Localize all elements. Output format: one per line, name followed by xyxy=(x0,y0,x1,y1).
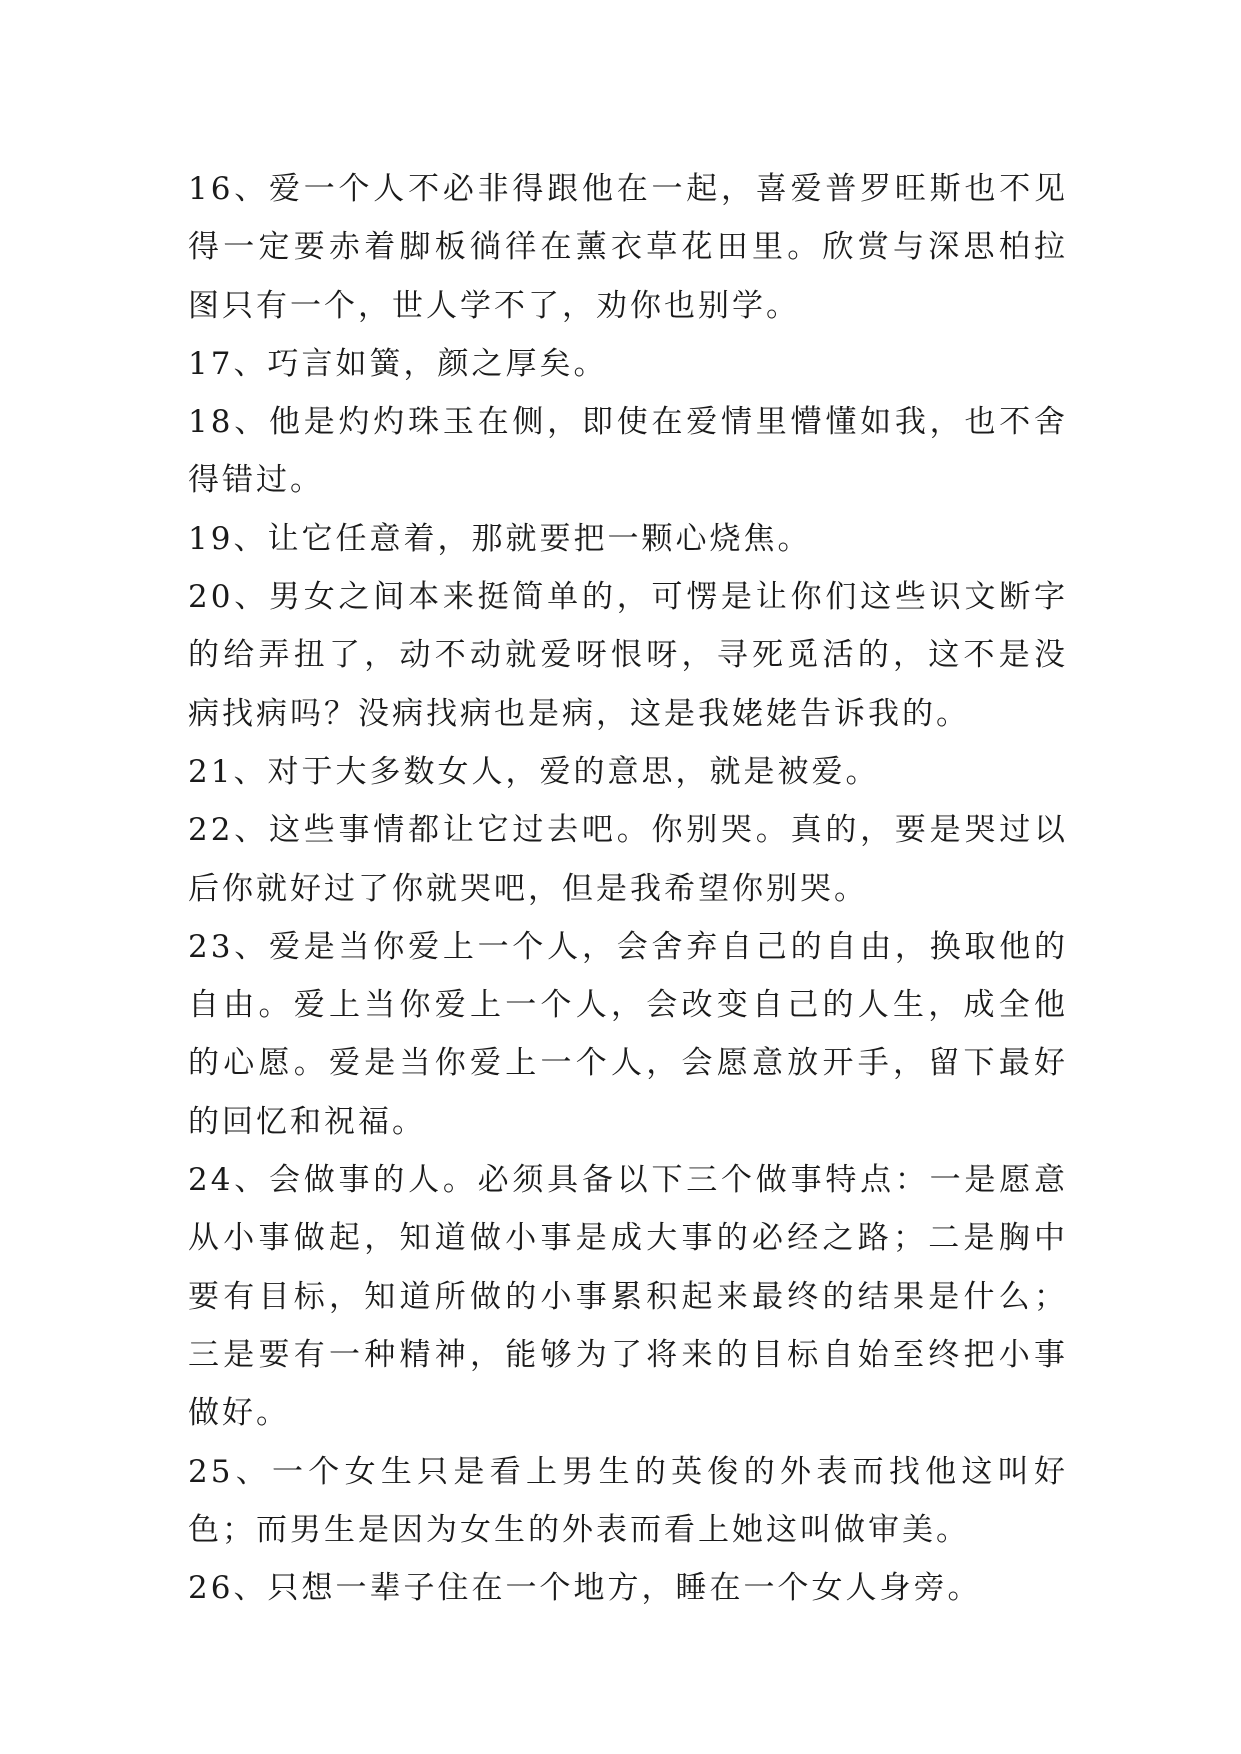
quote-entry-24: 24、会做事的人。必须具备以下三个做事特点：一是愿意从小事做起，知道做小事是成大事的必经之路；二是胸中要有目标，知道所做的小事累积起来最终的结果是什么；三是要有一种精神，能够为了将来的目标自始至终把小事做好。 xyxy=(188,1162,1068,1432)
quote-entry-23: 23、爱是当你爱上一个人，会舍弃自己的自由，换取他的自由。爱上当你爱上一个人，会改变自己的人生，成全他的心愿。爱是当你爱上一个人，会愿意放开手，留下最好的回忆和祝福。 xyxy=(188,928,1068,1140)
quote-entry-25: 25、一个女生只是看上男生的英俊的外表而找他这叫好色；而男生是因为女生的外表而看上她这叫做审美。 xyxy=(188,1453,1068,1548)
quote-entry-20: 20、男女之间本来挺简单的，可愣是让你们这些识文断字的给弄扭了，动不动就爱呀恨呀，寻死觅活的，这不是没病找病吗？没病找病也是病，这是我姥姥告诉我的。 xyxy=(188,579,1068,732)
quote-entry-22: 22、这些事情都让它过去吧。你别哭。真的，要是哭过以后你就好过了你就哭吧，但是我希望你别哭。 xyxy=(188,812,1068,907)
document-body xyxy=(188,160,1068,1617)
quote-entry-16: 16、爱一个人不必非得跟他在一起，喜爱普罗旺斯也不见得一定要赤着脚板徜徉在薰衣草花田里。欣赏与深思柏拉图只有一个，世人学不了，劝你也别学。 xyxy=(188,171,1068,324)
quote-entry-19: 19、让它任意着，那就要把一颗心烧焦。 xyxy=(188,520,812,557)
quote-entry-17: 17、巧言如簧，颜之厚矣。 xyxy=(188,345,608,382)
quote-entry-18: 18、他是灼灼珠玉在侧，即使在爱情里懵懂如我，也不舍得错过。 xyxy=(188,404,1068,499)
quote-entry-26: 26、只想一辈子住在一个地方，睡在一个女人身旁。 xyxy=(188,1570,982,1607)
quote-entry-21: 21、对于大多数女人，爱的意思，就是被爱。 xyxy=(188,753,880,790)
